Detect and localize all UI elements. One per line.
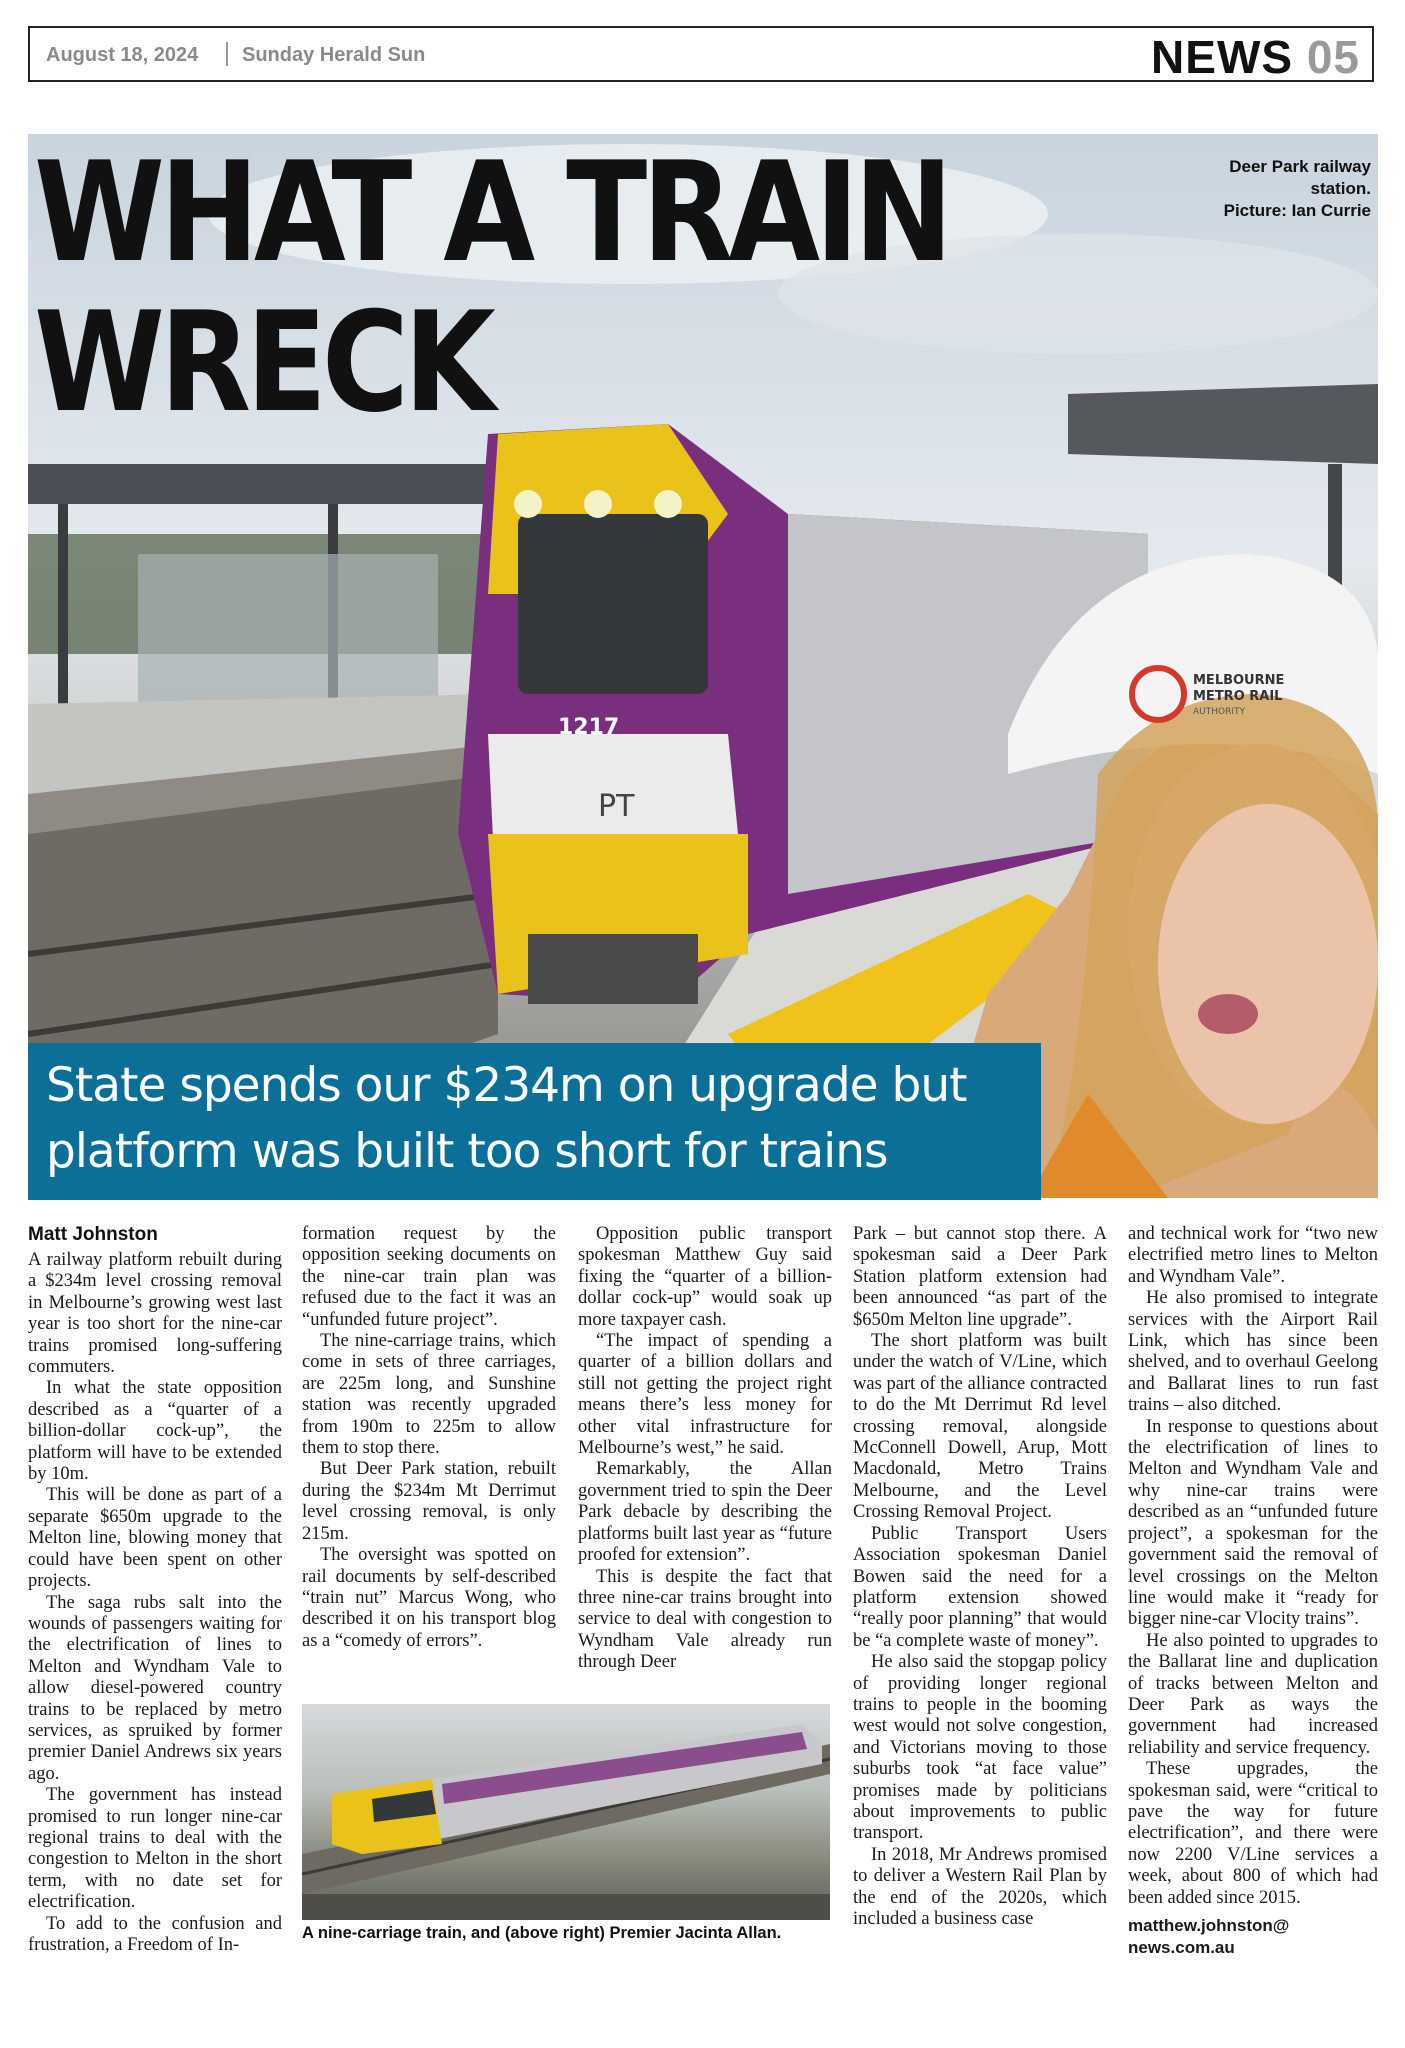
paragraph: Park – but cannot stop there. A spokesman said a Deer Park Station platform extension had been announced “as part of the $650m Melton line upgrade”. (853, 1224, 1107, 1330)
paragraph: A railway platform rebuilt during a $234m level crossing removal in Melbourne’s growing west last year is too short for the nine-car trains promised long-suffering commuters. (28, 1250, 282, 1378)
paragraph: The short platform was built under the watch of V/Line, which was part of the alliance contracted to do the Mt Derrimut Rd level crossing removal, alongside McConnell Dowell, Arup, Mott Macdonald, Metro Trains Melbourne, and the Level Crossing Removal Project. (853, 1331, 1107, 1523)
train-number-label: 1217 (558, 715, 620, 740)
paragraph: He also promised to integrate services with the Airport Rail Link, which has since been shelved, and to overhaul Geelong and Ballarat lines to run fast trains – also ditched. (1128, 1288, 1378, 1416)
paragraph: and technical work for “two new electrified metro lines to Melton and Wyndham Vale”. (1128, 1224, 1378, 1287)
paragraph: formation request by the opposition seeking documents on the nine-car train plan was refused due to the fact it was an “unfunded future project”. (302, 1224, 556, 1330)
author-email-line2: news.com.au (1128, 1938, 1235, 1957)
helmet-logo-line2: METRO RAIL (1193, 689, 1283, 704)
headline-line2: WRECK (34, 282, 491, 443)
paragraph: This will be done as part of a separate $650m upgrade to the Melton line, blowing money that could have been spent on other projects. (28, 1485, 282, 1592)
section-label (1151, 30, 1360, 84)
issue-date: August 18, 2024 (46, 44, 199, 66)
photo-credit-line2: station. (1310, 179, 1371, 198)
subheadline-line2: platform was built too short for trains (46, 1124, 888, 1179)
headline-line1: WHAT A TRAIN (34, 132, 949, 293)
paragraph: In what the state opposition described as a “quarter of a billion-dollar cock-up”, the platform will have to be extended by 10m. (28, 1378, 282, 1485)
nine-car-train-illustration (302, 1704, 830, 1920)
article-column-4 (853, 1224, 1107, 1930)
photo-credit-line3: Picture: Ian Currie (1223, 201, 1371, 220)
photo-credit-line1: Deer Park railway (1229, 157, 1371, 176)
article-column-5 (1128, 1224, 1378, 1959)
paragraph: He also pointed to upgrades to the Ballarat line and duplication of tracks between Melton and Deer Park as ways the government had increased reliability and service frequency. (1128, 1630, 1378, 1758)
paragraph: To add to the confusion and frustration, a Freedom of In- (28, 1913, 282, 1955)
section-name: NEWS (1151, 31, 1294, 83)
subheadline-line1: State spends our $234m on upgrade but (46, 1058, 967, 1113)
pt-logo: PT (598, 789, 635, 824)
paragraph: The saga rubs salt into the wounds of passengers waiting for the electrification of lines to Melton and Wyndham Vale to allow diesel-powered country trains to be replaced by metro services, as spruiked by former premier Daniel Andrews six years ago. (28, 1592, 282, 1784)
page-number: 05 (1306, 31, 1360, 83)
paragraph: In response to questions about the electrification of lines to Melton and Wyndham Vale and why nine-car trains were described as an “unfunded future project”, a spokesman for the government said the removal of level crossings on the Melton line would make it “ready for bigger nine-car Vlocity trains”. (1128, 1416, 1378, 1630)
newspaper-name: Sunday Herald Sun (242, 44, 426, 66)
paragraph: But Deer Park station, rebuilt during the $234m Mt Derrimut level crossing removal, is only 215m. (302, 1459, 556, 1544)
helmet-logo-line1: MELBOURNE (1193, 673, 1285, 688)
subheadline-banner (28, 1043, 1041, 1200)
paragraph: These upgrades, the spokesman said, were “critical to pave the way for future electrification”, and there were now 2200 V/Line services a week, about 800 of which had been added since 2015. (1128, 1759, 1378, 1908)
photo-credit (1224, 156, 1371, 222)
headline (34, 132, 949, 443)
paragraph: The government has instead promised to run longer nine-car regional trains to deal with the congestion to Melton in the short term, with no date set for electrification. (28, 1785, 282, 1913)
paragraph: The nine-carriage trains, which come in sets of three carriages, are 225m long, and Sunshine station was recently upgraded from 190m to 225m to allow them to stop there. (302, 1331, 556, 1459)
article-column-3 (578, 1224, 832, 1674)
paragraph: This is despite the fact that three nine-car trains brought into service to deal with congestion to Wyndham Vale already run through Deer (578, 1566, 832, 1673)
subheadline (46, 1053, 1036, 1185)
author-email (1128, 1915, 1378, 1959)
paragraph: Opposition public transport spokesman Matthew Guy said fixing the “quarter of a billion-dollar cock-up” would soak up more taxpayer cash. (578, 1224, 832, 1330)
article-column-1 (28, 1250, 282, 1956)
paragraph: The oversight was spotted on rail documents by self-described “train nut” Marcus Wong, who described it on his transport blog as a “comedy of errors”. (302, 1545, 556, 1651)
secondary-photo (302, 1704, 830, 1920)
paragraph: In 2018, Mr Andrews promised to deliver a Western Rail Plan by the end of the 2020s, which included a business case (853, 1844, 1107, 1929)
page-header (28, 26, 1374, 82)
author-email-line1: matthew.johnston@ (1128, 1916, 1290, 1935)
paragraph: He also said the stopgap policy of providing longer regional trains to people in the booming west would not solve congestion, and Victorians moving to those suburbs took “at face value” promises made by politicians about improvements to public transport. (853, 1652, 1107, 1844)
paragraph: Remarkably, the Allan government tried to spin the Deer Park debacle by describing the platforms built last year as “future proofed for extension”. (578, 1459, 832, 1566)
byline: Matt Johnston (28, 1224, 158, 1245)
paragraph: “The impact of spending a quarter of a billion dollars and still not getting the project right means there’s less money for other vital infrastructure for Melbourne’s west,” he said. (578, 1331, 832, 1459)
paragraph: Public Transport Users Association spokesman Daniel Bowen said the need for a platform extension showed “really poor planning” that would be “a complete waste of money”. (853, 1523, 1107, 1651)
header-divider (226, 42, 228, 66)
helmet-logo-line3: AUTHORITY (1193, 707, 1245, 717)
secondary-photo-caption: A nine-carriage train, and (above right) Premier Jacinta Allan. (302, 1924, 782, 1942)
article-column-2 (302, 1224, 556, 1652)
